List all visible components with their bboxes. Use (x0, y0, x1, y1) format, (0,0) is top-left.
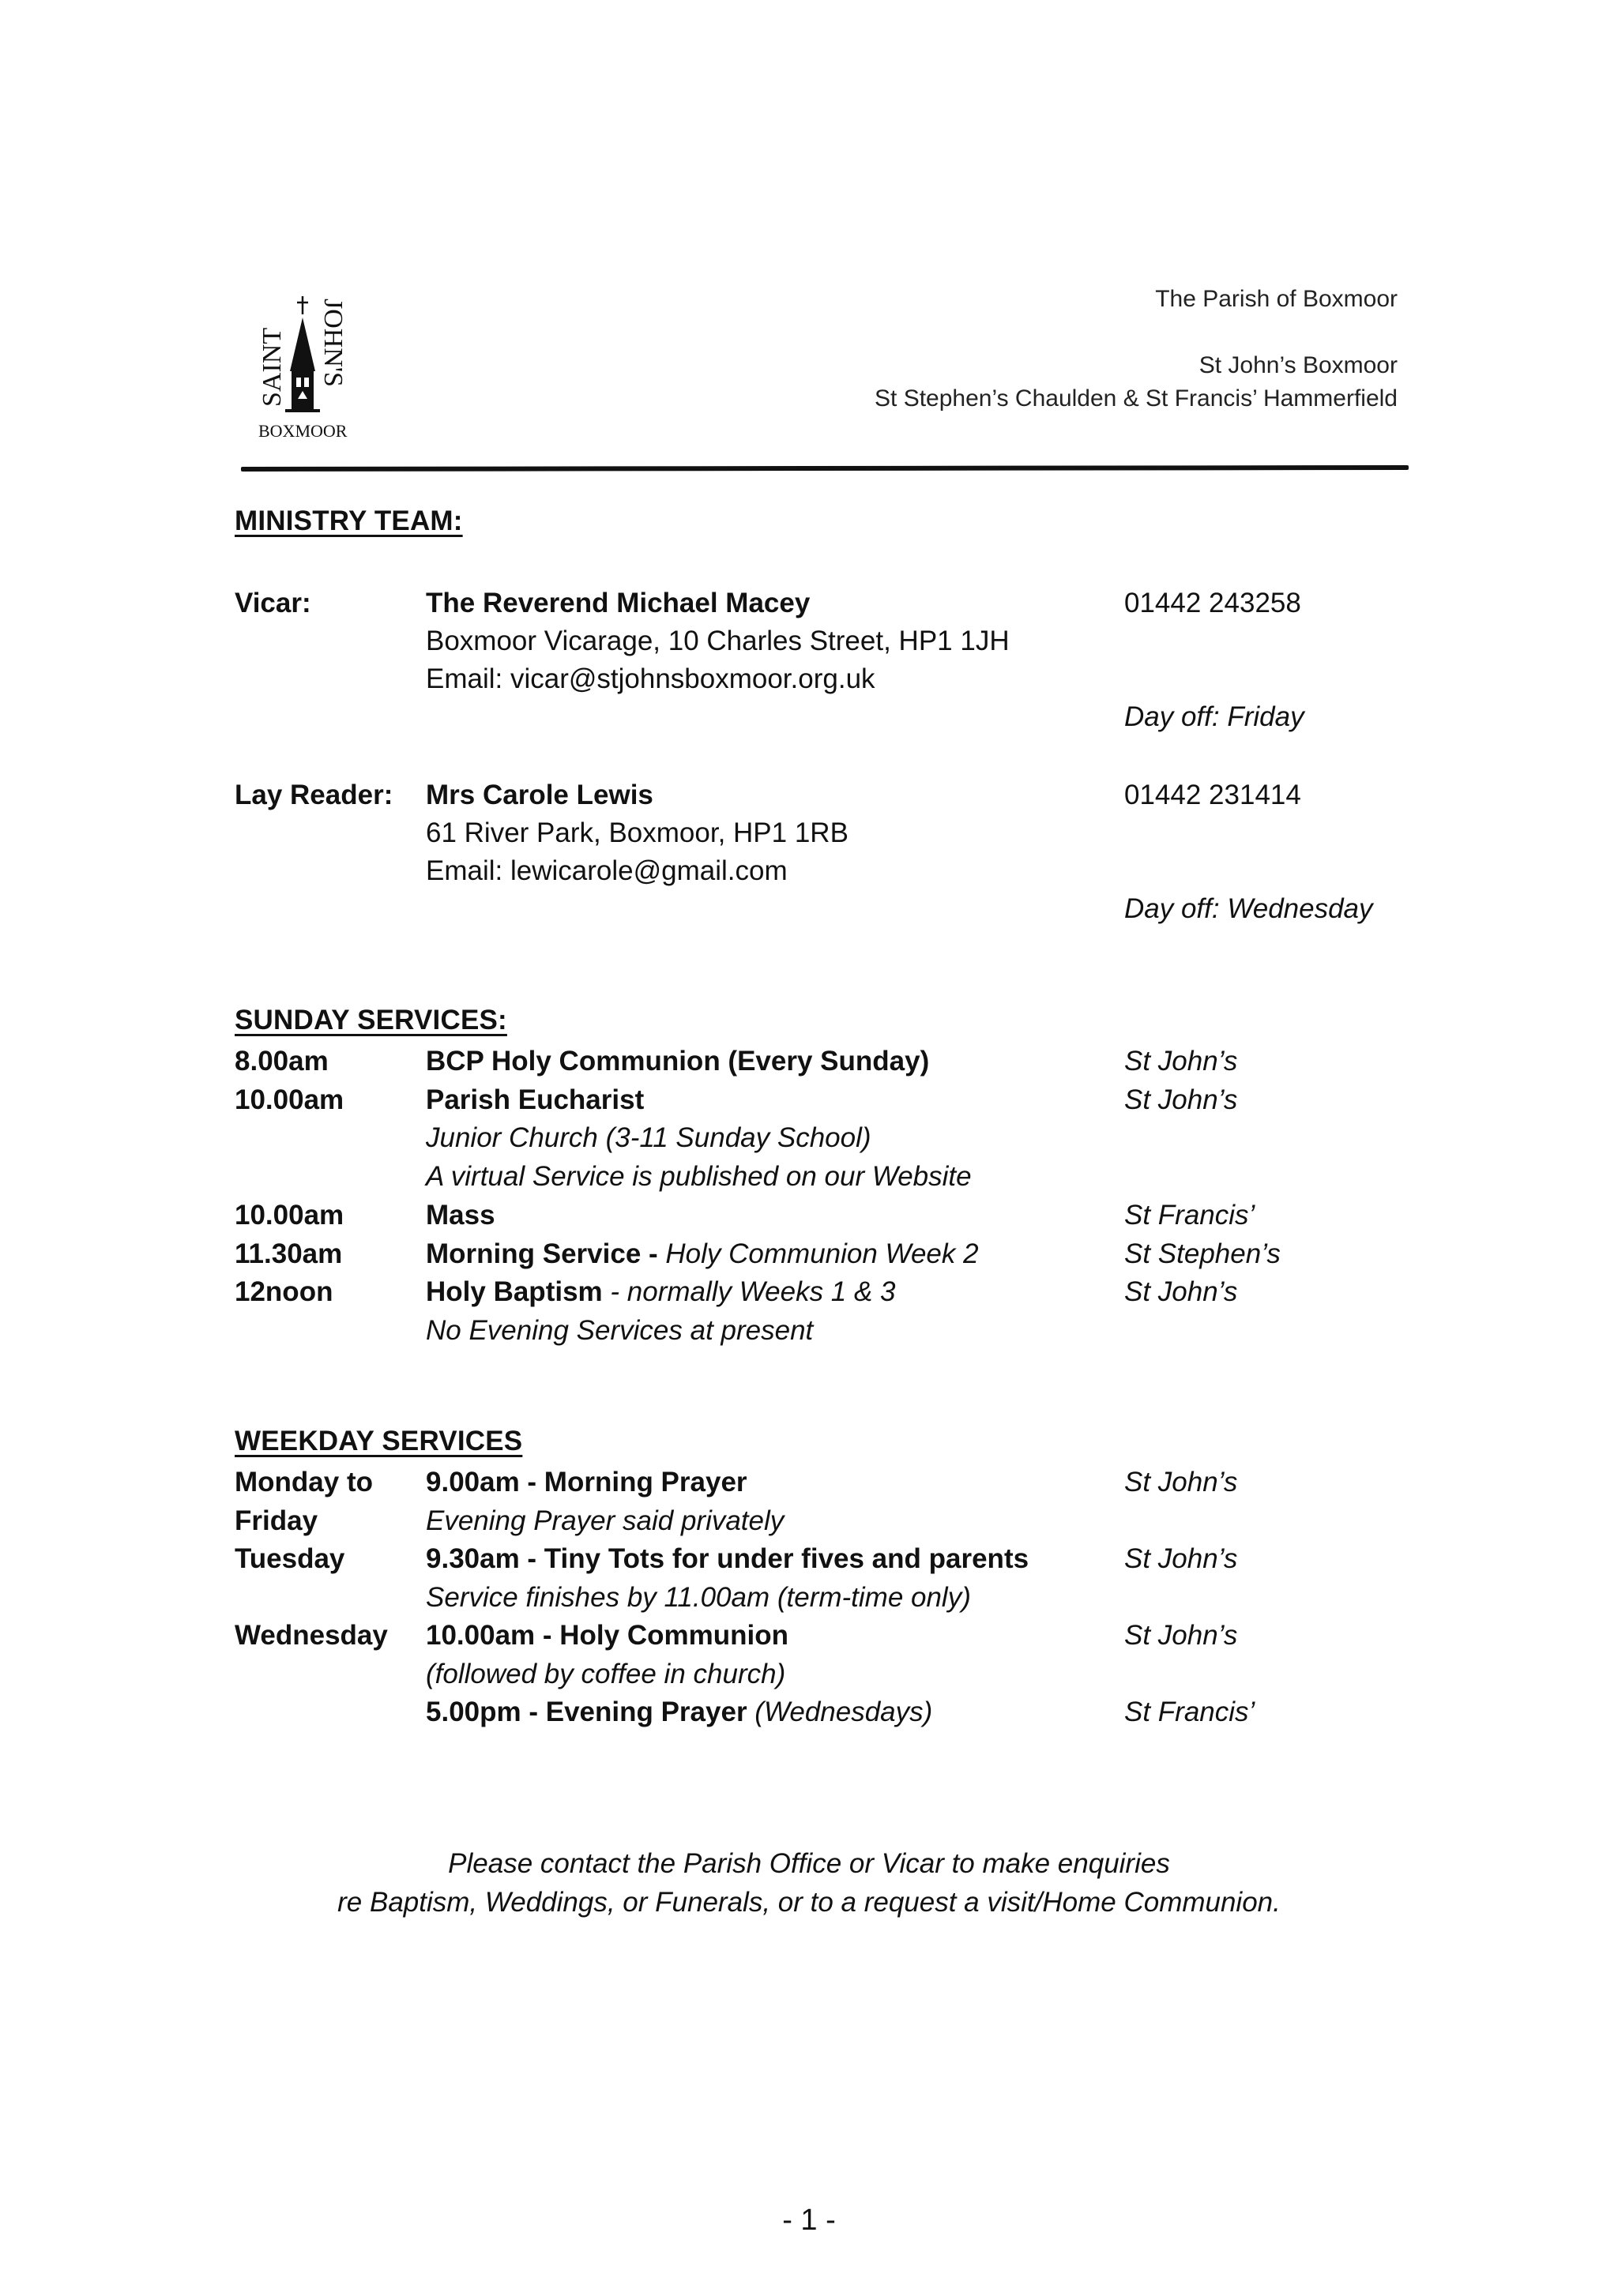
service-name: BCP Holy Communion (Every Sunday) (426, 1046, 930, 1077)
sunday-service-row (0, 1081, 1618, 1119)
service-day: Tuesday (235, 1543, 345, 1574)
lay-reader-day-off: Day off: Wednesday (1124, 893, 1373, 924)
service-location: St John’s (1124, 1084, 1238, 1115)
weekday-service-row (0, 1502, 1618, 1540)
vicar-address: Boxmoor Vicarage, 10 Charles Street, HP1 1JH (426, 626, 1010, 656)
header-divider (241, 465, 1409, 472)
service-description (426, 1043, 929, 1080)
ministry-team-heading: MINISTRY TEAM: (235, 505, 463, 536)
service-note: (followed by coffee in church) (426, 1659, 786, 1689)
service-note: Junior Church (3-11 Sunday School) (426, 1122, 871, 1153)
vicar-phone: 01442 243258 (1124, 588, 1301, 618)
vicar-row (0, 584, 1618, 622)
weekday-service-row (0, 1617, 1618, 1655)
weekday-services-heading: WEEKDAY SERVICES (235, 1426, 523, 1456)
service-location: St Francis’ (1124, 1200, 1255, 1231)
service-description (426, 1158, 972, 1196)
vicar-role: Vicar: (235, 588, 311, 618)
service-name: 5.00pm - Evening Prayer (426, 1697, 755, 1727)
service-description (426, 1693, 932, 1731)
service-name: Parish Eucharist (426, 1084, 645, 1115)
sunday-service-row (0, 1273, 1618, 1311)
church-others: St Stephen’s Chaulden & St Francis’ Hammerfield (875, 385, 1398, 411)
service-description (426, 1464, 747, 1501)
service-location: St John’s (1124, 1467, 1238, 1497)
vicar-name: The Reverend Michael Macey (426, 588, 811, 618)
service-description (426, 1502, 784, 1540)
vicar-day-off: Day off: Friday (1124, 701, 1304, 732)
saint-johns-logo (257, 292, 375, 442)
sunday-service-row (0, 1119, 1618, 1157)
sunday-service-row (0, 1158, 1618, 1196)
weekday-service-row (0, 1464, 1618, 1501)
service-location: St John’s (1124, 1543, 1238, 1574)
service-time: 10.00am (235, 1200, 344, 1231)
service-location: St John’s (1124, 1046, 1238, 1077)
weekday-service-row (0, 1693, 1618, 1731)
service-description (426, 1312, 813, 1350)
enquiries-note-line-1: Please contact the Parish Office or Vicar to make enquiries (448, 1848, 1170, 1879)
service-location: St John’s (1124, 1620, 1238, 1651)
service-location: St Francis’ (1124, 1697, 1255, 1727)
page-number: - 1 - (782, 2204, 836, 2237)
lay-reader-phone: 01442 231414 (1124, 780, 1301, 810)
service-note: (Wednesdays) (754, 1697, 933, 1727)
service-note: A virtual Service is published on our Website (426, 1161, 972, 1192)
service-location: St John’s (1124, 1276, 1238, 1307)
service-note: Holy Communion Week 2 (665, 1238, 979, 1269)
service-name: Mass (426, 1200, 495, 1231)
service-description (426, 1119, 871, 1157)
service-note: No Evening Services at present (426, 1315, 814, 1346)
enquiries-note-line-2: re Baptism, Weddings, or Funerals, or to a request a visit/Home Communion. (337, 1887, 1281, 1918)
lay-reader-email[interactable]: Email: lewicarole@gmail.com (426, 855, 788, 886)
lay-reader-address: 61 River Park, Boxmoor, HP1 1RB (426, 817, 849, 848)
weekday-service-row (0, 1579, 1618, 1617)
weekday-service-row (0, 1655, 1618, 1693)
service-description (426, 1081, 644, 1119)
sunday-services-heading: SUNDAY SERVICES: (235, 1005, 507, 1035)
lay-reader-row (0, 776, 1618, 814)
service-time: 12noon (235, 1276, 333, 1307)
service-description (426, 1235, 979, 1273)
lay-reader-name: Mrs Carole Lewis (426, 780, 653, 810)
sunday-service-row (0, 1312, 1618, 1350)
service-day: Wednesday (235, 1620, 388, 1651)
service-day: Friday (235, 1505, 318, 1536)
service-time: 8.00am (235, 1046, 329, 1077)
sunday-service-row (0, 1197, 1618, 1234)
service-description (426, 1197, 495, 1234)
service-description (426, 1273, 896, 1311)
service-description (426, 1540, 1029, 1578)
logo-text-saint: SAINT (258, 327, 287, 407)
sunday-service-row (0, 1235, 1618, 1273)
service-note: Service finishes by 11.00am (term-time only) (426, 1582, 971, 1613)
service-name: 10.00am - Holy Communion (426, 1620, 788, 1651)
service-day: Monday to (235, 1467, 373, 1497)
parish-name: The Parish of Boxmoor (1155, 286, 1398, 312)
service-time: 10.00am (235, 1084, 344, 1115)
lay-reader-role: Lay Reader: (235, 780, 393, 810)
service-note: - normally Weeks 1 & 3 (602, 1276, 896, 1307)
service-description (426, 1655, 785, 1693)
service-name: Morning Service - (426, 1238, 666, 1269)
weekday-service-row (0, 1540, 1618, 1578)
parish-info (875, 283, 1398, 415)
sunday-service-row (0, 1043, 1618, 1080)
service-description (426, 1579, 971, 1617)
service-location: St Stephen’s (1124, 1238, 1281, 1269)
service-name: 9.00am - Morning Prayer (426, 1467, 747, 1497)
service-name: 9.30am - Tiny Tots for under fives and parents (426, 1543, 1029, 1574)
vicar-email[interactable]: Email: vicar@stjohnsboxmoor.org.uk (426, 663, 875, 694)
service-description (426, 1617, 788, 1655)
church-main: St John’s Boxmoor (1198, 352, 1398, 378)
logo-text-johns: JOHN'S (318, 299, 348, 387)
logo-text-boxmoor: BOXMOOR (258, 421, 348, 441)
service-time: 11.30am (235, 1238, 343, 1269)
church-spire-cross-icon (257, 292, 375, 442)
service-name: Holy Baptism (426, 1276, 603, 1307)
service-note: Evening Prayer said privately (426, 1505, 785, 1536)
